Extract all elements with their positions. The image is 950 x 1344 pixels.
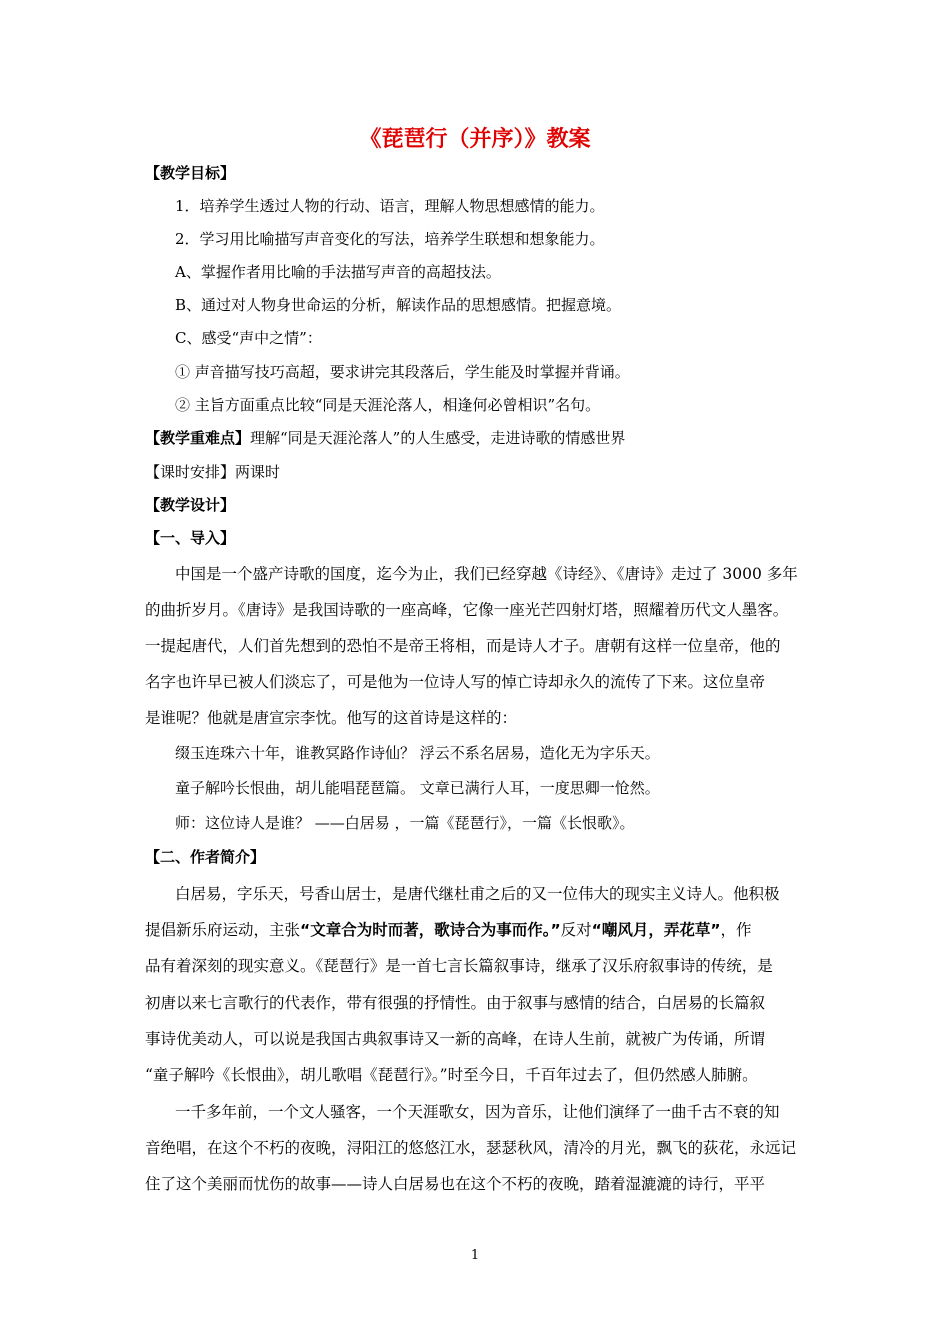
objective-item: 2．学习用比喻描写声音变化的写法，培养学生联想和想象能力。 xyxy=(175,230,605,248)
paragraph-line xyxy=(145,992,807,1014)
text-run: 住了这个美丽而忧伤的故事——诗人白居易也在这个不朽的夜晚，踏着湿漉漉的诗行，平平 xyxy=(145,1175,766,1193)
text-run: “童子解吟《长恨曲》，胡儿歌唱《琵琶行》。”时至今日，千百年过去了，但仍然感人肺腑。 xyxy=(145,1066,758,1084)
objective-item: ① 声音描写技巧高超，要求讲完其段落后，学生能及时掌握并背诵。 xyxy=(175,363,630,381)
paragraph-line xyxy=(145,1137,807,1159)
emphasis-text: “嘲风月，弄花草” xyxy=(591,921,721,939)
text-run: ，作 xyxy=(720,921,752,939)
document-title: 《琵琶行（并序）》教案 xyxy=(359,127,591,152)
schedule-heading: 【课时安排】 xyxy=(145,463,236,481)
page-number: 1 xyxy=(470,1248,480,1263)
poem-line: 缀玉连珠六十年，谁教冥路作诗仙？ 浮云不系名居易，造化无为字乐天。 xyxy=(175,744,660,762)
objective-item: A、掌握作者用比喻的手法描写声音的高超技法。 xyxy=(175,263,501,281)
section1-heading: 【一、导入】 xyxy=(145,529,236,547)
paragraph-line: 中国是一个盛产诗歌的国度，迄今为止，我们已经穿越《诗经》、《唐诗》走过了 3000 多年 xyxy=(175,565,798,583)
paragraph-line: 名字也许早已被人们淡忘了，可是他为一位诗人写的悼亡诗却永久的流传了下来。这位皇帝 xyxy=(145,673,766,691)
text-run: 白居易，字乐天，号香山居士，是唐代继杜甫之后的又一位伟大的现实主义诗人。他积极 xyxy=(175,885,780,903)
poem-line: 童子解吟长恨曲，胡儿能唱琵琶篇。 文章已满行人耳，一度思卿一怆然。 xyxy=(175,779,660,797)
text-run: 反对 xyxy=(560,921,592,939)
objective-item: B、通过对人物身世命运的分析，解读作品的思想感情。把握意境。 xyxy=(175,296,622,314)
paragraph-line xyxy=(175,883,807,905)
key-points xyxy=(145,428,625,448)
paragraph-line: 一提起唐代，人们首先想到的恐怕不是帝王将相，而是诗人才子。唐朝有这样一位皇帝，他的 xyxy=(145,637,781,655)
text-run: 一千多年前，一个文人骚客，一个天涯歌女，因为音乐，让他们演绎了一曲千古不衰的知 xyxy=(175,1103,780,1121)
teacher-question: 师：这位诗人是谁？ ——白居易 ，一篇《琵琶行》，一篇《长恨歌》。 xyxy=(175,814,635,832)
key-points-heading: 【教学重难点】 xyxy=(145,429,251,447)
paragraph-line: 的曲折岁月。《唐诗》是我国诗歌的一座高峰，它像一座光芒四射灯塔，照耀着历代文人墨客。 xyxy=(145,601,789,619)
key-points-text: 理解“同是天涯沦落人”的人生感受，走进诗歌的情感世界 xyxy=(250,429,626,447)
paragraph-line xyxy=(145,1028,807,1050)
objectives-heading: 【教学目标】 xyxy=(145,164,236,182)
objective-item: C、感受“声中之情”： xyxy=(175,329,322,347)
text-run: 提倡新乐府运动，主张 xyxy=(145,921,301,939)
text-run: 音绝唱，在这个不朽的夜晚，浔阳江的悠悠江水，瑟瑟秋风，清冷的月光，飘飞的荻花，永远记 xyxy=(145,1139,797,1157)
schedule xyxy=(145,462,280,482)
objective-item: ② 主旨方面重点比较“同是天涯沦落人，相逢何必曾相识”名句。 xyxy=(175,396,601,414)
section2-heading: 【二、作者简介】 xyxy=(145,848,266,866)
objective-item: 1．培养学生透过人物的行动、语言，理解人物思想感情的能力。 xyxy=(175,197,605,215)
text-run: 品有着深刻的现实意义。《琵琶行》是一首七言长篇叙事诗，继承了汉乐府叙事诗的传统，是 xyxy=(145,957,773,975)
design-heading: 【教学设计】 xyxy=(145,496,236,514)
paragraph-line xyxy=(145,919,807,941)
text-run: 初唐以来七言歌行的代表作，带有很强的抒情性。由于叙事与感情的结合，白居易的长篇叙 xyxy=(145,994,766,1012)
schedule-text: 两课时 xyxy=(235,463,281,481)
paragraph-line xyxy=(145,955,807,977)
paragraph-line xyxy=(145,1173,807,1195)
paragraph-line xyxy=(175,1101,807,1123)
emphasis-text: “文章合为时而著，歌诗合为事而作。” xyxy=(300,921,561,939)
paragraph-line: 是谁呢？他就是唐宣宗李忱。他写的这首诗是这样的： xyxy=(145,709,518,727)
paragraph-line xyxy=(145,1064,807,1086)
text-run: 事诗优美动人，可以说是我国古典叙事诗又一新的高峰，在诗人生前，就被广为传诵，所谓 xyxy=(145,1030,766,1048)
